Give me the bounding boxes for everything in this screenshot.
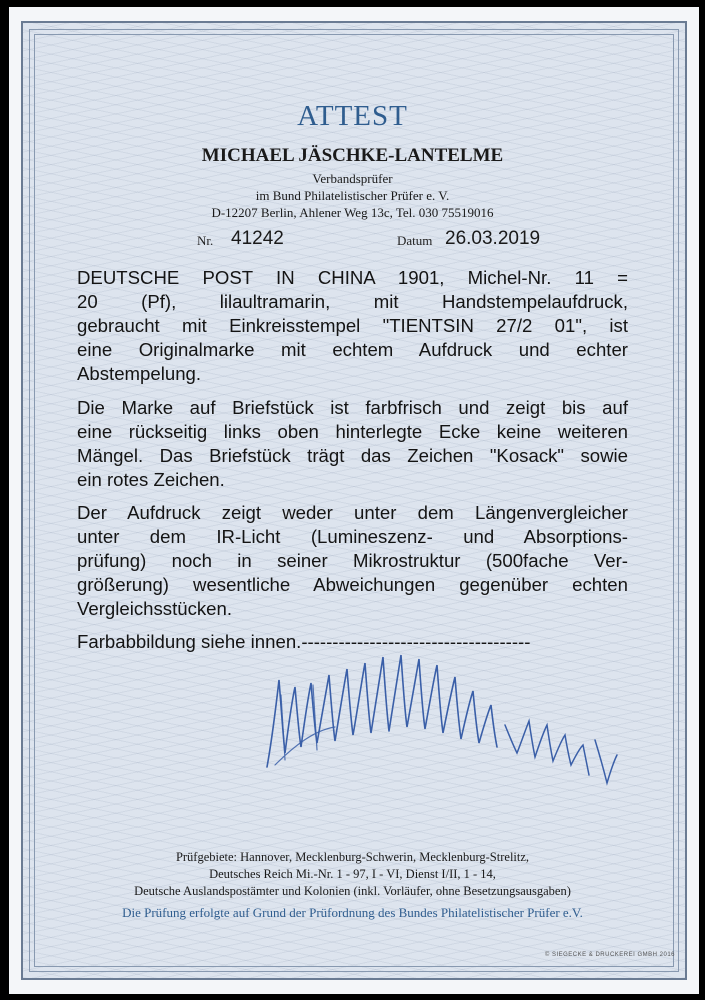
printer-imprint: © SIEGECKE & DRUCKEREI GMBH 2016: [544, 952, 675, 958]
text-line: DEUTSCHE POST IN CHINA 1901, Michel-Nr. 11 =: [77, 267, 628, 288]
date-label: Datum: [397, 233, 433, 248]
certificate-title: ATTEST: [297, 100, 408, 132]
examiner-name: MICHAEL JÄSCHKE-LANTELME: [201, 145, 504, 166]
footer-line: Deutsches Reich Mi.-Nr. 1 - 97, I - VI, Dienst I/II, 1 - 14,: [209, 867, 496, 881]
footer-line: Deutsche Auslandspostämter und Kolonien (inkl. Vorläufer, ohne Besetzungsausgaben): [134, 884, 571, 898]
text-line: gebraucht mit Einkreisstempel "TIENTSIN 27/2 01", ist: [77, 315, 628, 336]
examiner-signature: [255, 635, 655, 800]
text-line: unter dem IR-Licht (Lumineszenz- und Absorptions-: [77, 526, 628, 547]
paragraph-condition: [77, 396, 628, 492]
text-line: Farbabbildung siehe innen.-------------------------------------: [77, 631, 531, 652]
text-line: 20 (Pf), lilaultramarin, mit Handstempelaufdruck,: [77, 291, 628, 312]
text-line: eine Originalmarke mit echtem Aufdruck und echter: [77, 339, 628, 360]
text-line: ein rotes Zeichen.: [77, 469, 225, 490]
examiner-association: im Bund Philatelistischer Prüfer e. V.: [255, 188, 450, 203]
certificate-number: 41242: [231, 228, 284, 249]
text-line: Die Marke auf Briefstück ist farbfrisch und zeigt bis auf: [77, 397, 628, 418]
examiner-role: Verbandsprüfer: [312, 171, 393, 186]
text-line: Vergleichsstücken.: [77, 598, 233, 619]
text-line: eine rückseitig links oben hinterlegte Ecke keine weiteren: [77, 421, 628, 442]
paragraph-examination: [77, 501, 628, 621]
text-line: prüfung) noch in seiner Mikrostruktur (500fache Ver-: [77, 550, 628, 571]
footer-note: Die Prüfung erfolgte auf Grund der Prüfordnung des Bundes Philatelistischer Prüfer e.V.: [122, 905, 583, 920]
text-line: Abstempelung.: [77, 363, 202, 384]
paragraph-description: [77, 266, 628, 386]
text-line: Der Aufdruck zeigt weder unter dem Längenvergleicher: [77, 502, 628, 523]
text-line: größerung) wesentliche Abweichungen gegenüber echten: [77, 574, 628, 595]
examiner-address: D-12207 Berlin, Ahlener Weg 13c, Tel. 030 75519016: [211, 205, 494, 220]
number-label: Nr.: [197, 233, 214, 248]
footer-line: Prüfgebiete: Hannover, Mecklenburg-Schwerin, Mecklenburg-Strelitz,: [175, 850, 530, 864]
certificate-date: 26.03.2019: [445, 228, 541, 249]
text-line: Mängel. Das Briefstück trägt das Zeichen "Kosack" sowie: [77, 445, 628, 466]
